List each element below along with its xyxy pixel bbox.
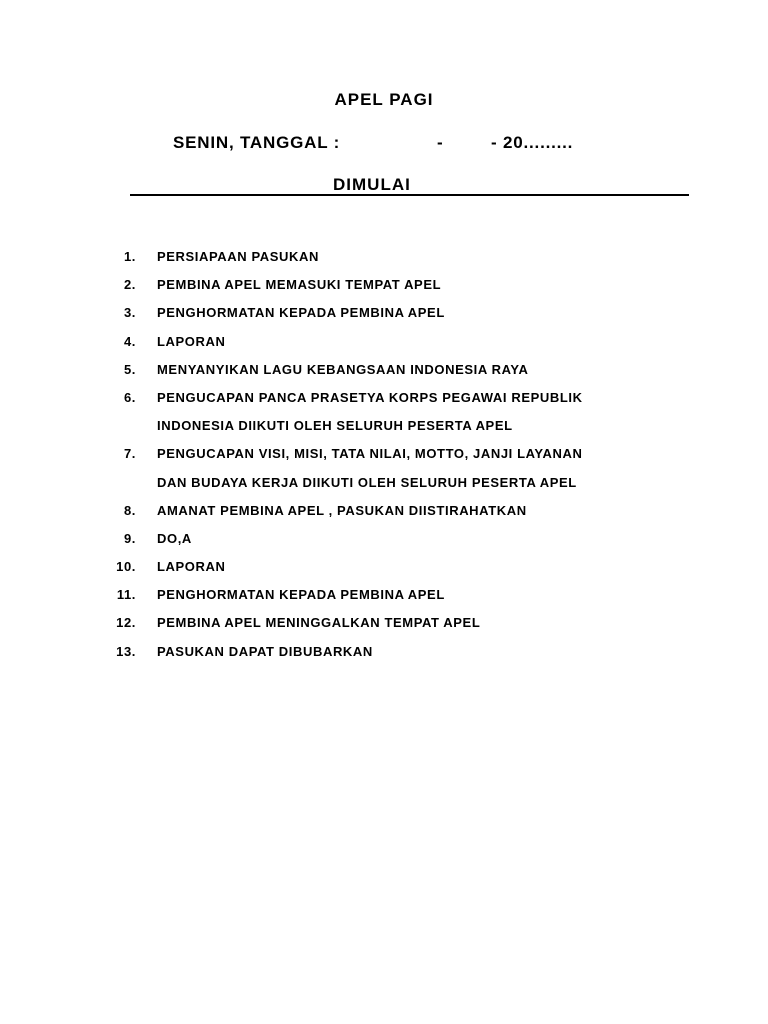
agenda-item-line: PENGUCAPAN VISI, MISI, TATA NILAI, MOTTO, JANJI LAYANAN xyxy=(157,446,583,462)
agenda-item-number: 2. xyxy=(123,277,136,293)
divider-line xyxy=(130,194,689,196)
agenda-item-number: 8. xyxy=(123,502,136,518)
agenda-item-text xyxy=(157,299,717,327)
agenda-item xyxy=(0,440,768,496)
agenda-item-number: 3. xyxy=(123,305,136,321)
agenda-list xyxy=(0,243,768,666)
agenda-item-line: PENGUCAPAN PANCA PRASETYA KORPS PEGAWAI REPUBLIK xyxy=(157,389,583,405)
agenda-item-line: INDONESIA DIIKUTI OLEH SELURUH PESERTA APEL xyxy=(157,418,513,434)
agenda-item-number: 11. xyxy=(116,587,136,603)
agenda-item xyxy=(0,609,768,637)
agenda-item xyxy=(0,581,768,609)
agenda-item-text xyxy=(157,243,717,271)
agenda-item-text xyxy=(157,497,717,525)
agenda-item-line: PENGHORMATAN KEPADA PEMBINA APEL xyxy=(157,587,445,603)
agenda-item-line: PENGHORMATAN KEPADA PEMBINA APEL xyxy=(157,305,445,321)
agenda-item-number: 13. xyxy=(116,643,136,659)
date-label: SENIN, TANGGAL : xyxy=(173,133,341,152)
agenda-item-number: 6. xyxy=(123,389,136,405)
agenda-item-line: LAPORAN xyxy=(157,559,226,575)
agenda-item-number: 12. xyxy=(116,615,136,631)
agenda-item-line: AMANAT PEMBINA APEL , PASUKAN DIISTIRAHATKAN xyxy=(157,502,527,518)
agenda-item-number: 9. xyxy=(123,530,136,546)
agenda-item-number: 7. xyxy=(123,446,136,462)
agenda-item xyxy=(0,243,768,271)
agenda-item xyxy=(0,384,768,440)
agenda-item-text xyxy=(157,609,717,637)
document-title xyxy=(0,90,768,110)
agenda-item-line: PERSIAPAAN PASUKAN xyxy=(157,249,320,264)
agenda-item-text xyxy=(157,525,717,553)
agenda-item xyxy=(0,299,768,327)
agenda-item xyxy=(0,553,768,581)
agenda-item xyxy=(0,328,768,356)
agenda-item xyxy=(0,638,768,666)
agenda-item-text xyxy=(157,384,717,440)
agenda-item xyxy=(0,271,768,299)
agenda-item-number: 4. xyxy=(123,333,136,349)
agenda-item-number: 1. xyxy=(123,249,136,264)
date-separator-2: - 20......... xyxy=(491,133,574,152)
agenda-item-text xyxy=(157,328,717,356)
agenda-item-line: PASUKAN DAPAT DIBUBARKAN xyxy=(157,643,373,659)
date-separator-1: - xyxy=(437,133,444,152)
agenda-item-line: DO,A xyxy=(157,530,192,546)
agenda-item xyxy=(0,497,768,525)
agenda-item-text xyxy=(157,581,717,609)
agenda-item xyxy=(0,356,768,384)
document-subtitle: DIMULAI xyxy=(333,175,411,194)
agenda-item-text xyxy=(157,356,717,384)
agenda-item-text xyxy=(157,638,717,666)
agenda-item-number: 10. xyxy=(116,559,136,575)
agenda-item-line: MENYANYIKAN LAGU KEBANGSAAN INDONESIA RAYA xyxy=(157,361,529,377)
document-title-text: APEL PAGI xyxy=(334,90,434,109)
agenda-item-text xyxy=(157,553,717,581)
agenda-item-text xyxy=(157,271,717,299)
agenda-item-text xyxy=(157,440,717,496)
agenda-item-line: DAN BUDAYA KERJA DIIKUTI OLEH SELURUH PESERTA APEL xyxy=(157,474,577,490)
agenda-item-line: PEMBINA APEL MENINGGALKAN TEMPAT APEL xyxy=(157,615,481,631)
agenda-item xyxy=(0,525,768,553)
agenda-item-line: LAPORAN xyxy=(157,333,226,349)
agenda-item-line: PEMBINA APEL MEMASUKI TEMPAT APEL xyxy=(157,277,442,293)
agenda-item-number: 5. xyxy=(123,361,136,377)
